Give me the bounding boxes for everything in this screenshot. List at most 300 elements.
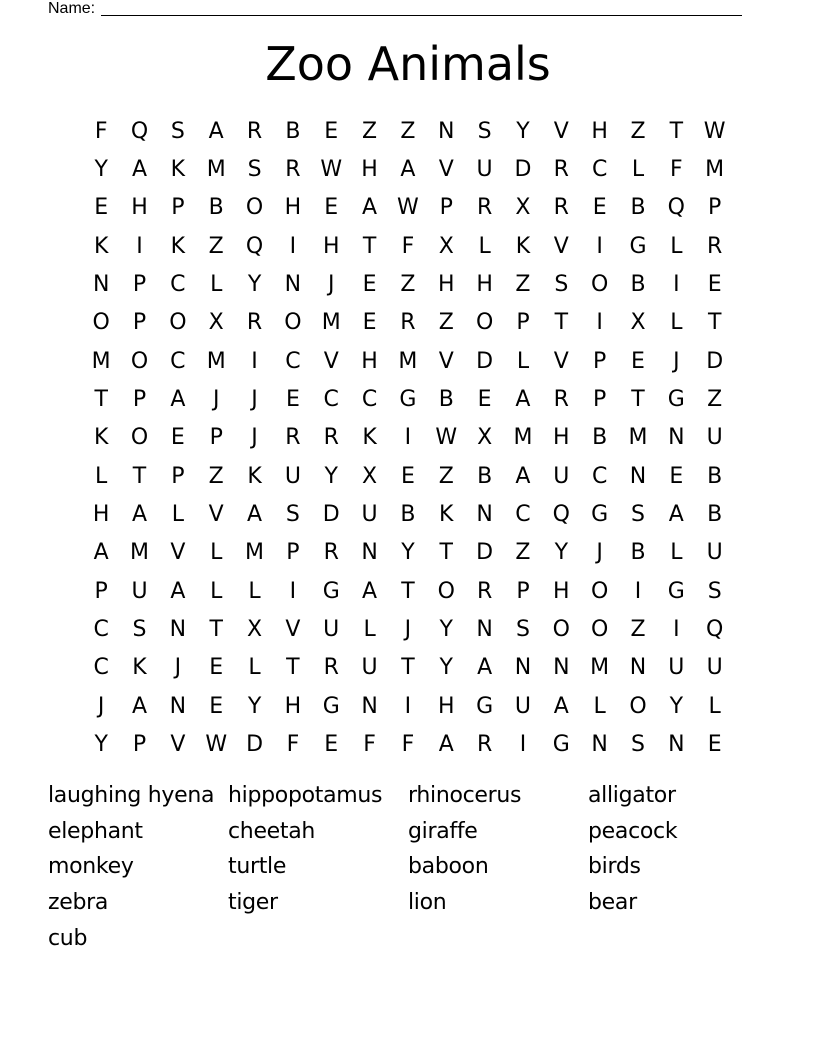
grid-letter: B [630,540,646,566]
grid-letter: P [171,195,185,221]
grid-letter: J [327,272,335,298]
grid-letter: X [362,463,378,489]
grid-letter: W [205,732,228,758]
grid-letter: A [93,540,109,566]
grid-letter: I [596,233,603,259]
grid-letter: F [670,157,683,183]
word-bank-item: rhinocerus [408,783,522,809]
grid-letter: L [478,233,491,259]
grid-letter: L [670,233,683,259]
grid-letter: X [438,233,454,259]
grid-letter: O [92,310,110,336]
grid-letter: K [439,502,454,528]
grid-letter: O [245,195,264,221]
grid-letter: A [515,387,531,413]
word-bank-item: cheetah [228,818,316,844]
grid-letter: C [170,348,186,374]
grid-letter: D [322,502,340,528]
grid-letter: H [131,195,148,221]
grid-letter: J [251,425,258,451]
grid-letter: Z [707,387,723,413]
grid-letter: E [94,195,109,221]
grid-letter: K [132,655,147,681]
grid-letter: E [592,195,607,221]
grid-letter: I [519,732,527,758]
grid-letter: N [361,540,378,566]
grid-letter: R [323,540,339,566]
grid-letter: G [322,578,340,604]
word-bank-item: lion [408,890,447,916]
grid-letter: J [404,617,412,643]
grid-letter: E [170,425,185,451]
grid-letter: C [93,617,109,643]
grid-letter: W [320,157,343,183]
grid-letter: K [247,463,262,489]
word-bank-item: alligator [588,783,676,809]
grid-letter: B [707,502,723,528]
grid-letter: E [362,272,377,298]
grid-letter: N [629,655,647,681]
grid-letter: T [707,310,722,336]
grid-letter: L [171,502,184,528]
grid-letter: T [439,540,453,566]
grid-letter: T [554,310,569,336]
grid-letter: U [706,540,723,566]
grid-letter: R [285,157,301,183]
grid-letter: O [284,310,302,336]
word-bank-item: hippopotamus [228,783,383,809]
grid-letter: J [251,387,258,413]
word-bank [48,778,768,956]
word-bank-item: giraffe [408,818,478,844]
grid-letter: H [476,272,493,298]
grid-letter: O [629,693,647,719]
grid-letter: U [361,655,378,681]
grid-letter: C [170,272,186,298]
grid-letter: V [553,233,569,259]
grid-letter: I [289,578,297,604]
grid-letter: E [209,693,224,719]
grid-letter: Z [630,617,646,643]
grid-letter: Y [324,463,338,489]
letter-grid [82,112,734,764]
grid-letter: K [515,233,531,259]
grid-letter: O [130,348,149,374]
grid-letter: N [361,693,378,719]
grid-letter: R [323,655,339,681]
grid-letter: T [669,118,684,144]
grid-letter: A [668,502,684,528]
grid-letter: F [94,118,108,144]
grid-letter: F [401,732,415,758]
grid-letter: O [590,617,609,643]
grid-letter: K [362,425,377,451]
grid-letter: Z [630,118,646,144]
grid-letter: G [322,693,340,719]
grid-letter: R [246,118,263,144]
grid-letter: F [363,732,376,758]
grid-letter: A [208,118,224,144]
grid-letter: A [247,502,263,528]
grid-letter: C [591,463,608,489]
grid-letter: H [361,348,378,374]
grid-letter: P [132,387,147,413]
grid-letter: N [284,272,302,298]
word-bank-item: baboon [408,854,489,880]
grid-letter: H [437,272,455,298]
grid-letter: O [437,578,455,604]
grid-letter: D [706,348,724,374]
grid-letter: M [130,540,149,566]
grid-letter: E [362,310,377,336]
grid-letter: Z [515,272,531,298]
grid-letter: T [132,463,147,489]
grid-letter: E [707,732,722,758]
grid-letter: S [631,502,645,528]
grid-letter: K [170,233,186,259]
grid-letter: H [591,118,608,144]
word-bank-item: birds [588,854,641,880]
grid-letter: S [707,578,722,604]
grid-letter: K [170,157,186,183]
grid-letter: Y [439,655,453,681]
grid-letter: C [93,655,109,681]
grid-letter: Z [208,463,224,489]
word-bank-item: elephant [48,818,143,844]
grid-letter: Q [245,233,264,259]
grid-letter: Q [552,502,570,528]
grid-letter: X [630,310,646,336]
grid-letter: I [404,693,412,719]
grid-letter: T [94,387,108,413]
grid-letter: H [437,693,455,719]
grid-letter: D [476,348,494,374]
grid-letter: B [630,272,646,298]
grid-letter: N [92,272,110,298]
grid-letter: A [362,578,378,604]
grid-letter: P [132,272,147,298]
grid-letter: A [477,655,493,681]
grid-letter: C [515,502,531,528]
grid-letter: H [284,693,302,719]
word-bank-item: monkey [48,854,134,880]
grid-letter: I [289,233,297,259]
grid-letter: V [285,617,301,643]
grid-letter: A [438,732,454,758]
grid-letter: A [400,157,416,183]
grid-letter: M [398,348,418,374]
grid-letter: M [705,157,725,183]
grid-letter: C [361,387,378,413]
grid-letter: N [169,693,187,719]
grid-letter: U [361,502,378,528]
grid-letter: B [438,387,454,413]
grid-letter: K [93,425,109,451]
grid-letter: G [667,387,685,413]
grid-letter: P [708,195,722,221]
grid-letter: X [208,310,224,336]
grid-letter: L [248,578,261,604]
grid-letter: V [438,348,454,374]
grid-letter: L [363,617,376,643]
word-bank-item: turtle [228,854,287,880]
grid-letter: Y [247,272,262,298]
grid-letter: L [631,157,645,183]
grid-letter: I [673,272,680,298]
grid-letter: R [553,387,569,413]
grid-letter: S [170,118,185,144]
grid-letter: E [631,348,645,374]
grid-letter: U [131,578,148,604]
grid-letter: S [132,617,147,643]
grid-letter: E [477,387,492,413]
grid-letter: Q [130,118,149,144]
grid-letter: U [706,655,723,681]
grid-letter: P [593,387,607,413]
grid-letter: M [321,310,341,336]
grid-letter: X [247,617,263,643]
grid-letter: O [552,617,570,643]
grid-letter: R [323,425,339,451]
grid-letter: H [361,157,378,183]
grid-letter: O [169,310,187,336]
grid-letter: L [516,348,530,374]
grid-letter: L [210,540,223,566]
grid-letter: Y [401,540,415,566]
grid-letter: N [629,463,647,489]
grid-letter: P [286,540,300,566]
grid-letter: C [285,348,301,374]
grid-letter: D [246,732,264,758]
grid-letter: S [247,157,262,183]
grid-letter: S [477,118,492,144]
grid-letter: H [322,233,340,259]
grid-letter: E [707,272,722,298]
grid-letter: M [513,425,533,451]
grid-letter: S [631,732,645,758]
grid-letter: N [476,617,493,643]
grid-letter: Y [516,118,530,144]
grid-letter: V [208,502,224,528]
grid-letter: F [286,732,300,758]
grid-letter: B [208,195,224,221]
grid-letter: Z [208,233,224,259]
grid-letter: W [703,118,726,144]
word-bank-item: bear [588,890,637,916]
grid-letter: V [323,348,339,374]
grid-letter: W [397,195,419,221]
grid-letter: J [97,693,105,719]
grid-letter: Z [362,118,378,144]
grid-letter: T [362,233,377,259]
grid-letter: H [284,195,302,221]
grid-letter: O [130,425,149,451]
grid-letter: H [92,502,110,528]
grid-letter: S [285,502,300,528]
grid-letter: P [516,310,530,336]
grid-letter: Q [706,617,724,643]
grid-letter: R [246,310,263,336]
grid-letter: L [670,310,683,336]
grid-letter: U [668,655,685,681]
word-bank-item: zebra [48,890,109,916]
grid-letter: Z [400,118,416,144]
grid-letter: P [94,578,108,604]
grid-letter: H [553,425,570,451]
grid-letter: U [284,463,301,489]
page-title: Zoo Animals [265,37,551,91]
grid-letter: U [706,425,723,451]
grid-letter: L [210,578,223,604]
name-label: Name: [48,0,96,17]
grid-letter: M [91,348,111,374]
grid-letter: A [170,578,186,604]
grid-letter: U [476,157,493,183]
grid-letter: S [554,272,569,298]
grid-letter: K [93,233,109,259]
name-underline [101,0,742,16]
grid-letter: P [132,732,147,758]
grid-letter: J [212,387,220,413]
grid-letter: V [553,348,569,374]
grid-letter: J [174,655,182,681]
grid-letter: V [170,540,186,566]
grid-letter: E [324,732,339,758]
grid-letter: V [438,157,454,183]
grid-letter: P [439,195,453,221]
grid-letter: W [435,425,458,451]
grid-letter: Z [515,540,531,566]
grid-letter: I [404,425,412,451]
word-bank-item: tiger [228,890,278,916]
word-bank-item: peacock [588,818,678,844]
grid-letter: I [136,233,143,259]
grid-letter: X [515,195,531,221]
grid-letter: U [553,463,570,489]
grid-letter: M [628,425,648,451]
grid-letter: N [169,617,187,643]
grid-letter: R [476,195,493,221]
grid-letter: T [401,578,415,604]
grid-letter: O [590,272,609,298]
grid-letter: N [553,655,570,681]
grid-letter: P [171,463,185,489]
name-field [48,0,742,18]
grid-letter: G [667,578,685,604]
grid-letter: R [400,310,416,336]
grid-letter: U [323,617,340,643]
grid-letter: V [553,118,569,144]
grid-letter: R [553,157,569,183]
grid-letter: L [210,272,223,298]
grid-letter: I [673,617,680,643]
grid-letter: Y [94,732,108,758]
grid-letter: S [515,617,530,643]
grid-letter: E [324,118,339,144]
grid-letter: N [476,502,493,528]
grid-letter: M [590,655,610,681]
grid-letter: M [206,157,226,183]
grid-letter: L [593,693,606,719]
grid-letter: F [401,233,415,259]
grid-letter: T [209,617,223,643]
grid-letter: R [285,425,301,451]
grid-letter: V [170,732,186,758]
grid-letter: L [708,693,721,719]
grid-letter: G [476,693,494,719]
grid-letter: N [514,655,532,681]
grid-letter: G [629,233,647,259]
grid-letter: R [553,195,569,221]
grid-letter: P [516,578,530,604]
grid-letter: X [477,425,493,451]
grid-letter: B [630,195,646,221]
grid-letter: T [631,387,645,413]
grid-letter: T [286,655,300,681]
word-bank-item: laughing hyena [48,783,215,809]
grid-letter: H [553,578,570,604]
grid-letter: O [475,310,494,336]
grid-letter: L [95,463,108,489]
grid-letter: R [707,233,723,259]
grid-letter: E [285,387,300,413]
grid-letter: Y [554,540,569,566]
grid-letter: A [131,157,148,183]
grid-letter: G [399,387,417,413]
grid-letter: Y [94,157,108,183]
grid-letter: R [476,578,493,604]
grid-letter: A [553,693,569,719]
grid-letter: R [476,732,493,758]
grid-letter: L [670,540,683,566]
grid-letter: P [209,425,223,451]
grid-letter: I [596,310,603,336]
word-bank-item: cub [48,925,88,951]
grid-letter: Z [400,272,416,298]
grid-letter: I [251,348,258,374]
grid-letter: G [552,732,570,758]
grid-letter: B [707,463,723,489]
grid-letter: G [591,502,609,528]
grid-letter: E [324,195,339,221]
grid-letter: D [476,540,494,566]
grid-letter: B [400,502,416,528]
grid-letter: A [131,502,148,528]
grid-letter: N [591,732,608,758]
grid-letter: Y [669,693,684,719]
grid-letter: P [593,348,607,374]
grid-letter: B [592,425,608,451]
grid-letter: J [596,540,603,566]
grid-letter: M [206,348,226,374]
grid-letter: N [668,425,685,451]
grid-letter: A [362,195,378,221]
grid-letter: T [401,655,415,681]
grid-letter: M [245,540,265,566]
grid-letter: Z [438,463,454,489]
grid-letter: D [514,157,532,183]
grid-letter: A [515,463,531,489]
grid-letter: N [438,118,455,144]
grid-letter: P [132,310,147,336]
grid-letter: Q [667,195,685,221]
grid-letter: C [323,387,339,413]
grid-letter: O [590,578,609,604]
grid-letter: A [131,693,148,719]
grid-letter: J [673,348,680,374]
grid-letter: U [514,693,531,719]
grid-letter: Y [247,693,262,719]
